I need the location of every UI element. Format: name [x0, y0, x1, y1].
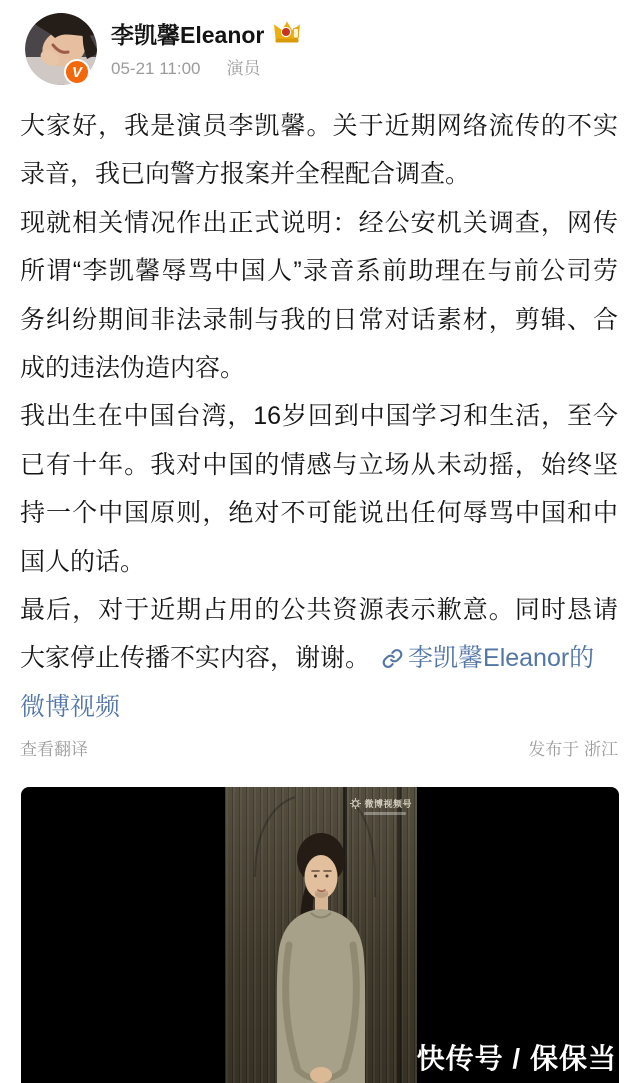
- watermark-text: 微博视频号: [364, 799, 412, 809]
- post-text-line: 所谓“李凯馨辱骂中国人”录音系前助理在与前公司劳: [20, 257, 618, 286]
- header-texts: [111, 13, 301, 85]
- video-credit-overlay: 快传号 / 保保当: [416, 1043, 617, 1074]
- post-text-line: 成的违法伪造内容。: [20, 353, 246, 382]
- verified-v-badge: V: [64, 59, 90, 85]
- video-link-text: 李凯馨Eleanor的: [408, 644, 595, 673]
- post-text-line: 最后，对于近期占用的公共资源表示歉意。同时恳请: [20, 595, 618, 624]
- post-header: [25, 13, 301, 85]
- post-text: [20, 102, 618, 731]
- watermark-subline: [364, 812, 406, 815]
- link-icon: [382, 647, 403, 675]
- post-text-line: 持一个中国原则，绝对不可能说出任何辱骂中国和中: [20, 499, 618, 528]
- post-meta: [111, 57, 301, 81]
- vip-crown-icon: [273, 20, 301, 50]
- post-text-line: 国人的话。: [20, 547, 146, 576]
- avatar[interactable]: [25, 13, 97, 85]
- post-text-line: [20, 634, 618, 682]
- post-text-line: 务纠纷期间非法录制与我的日常对话素材，剪辑、合: [20, 305, 618, 334]
- post-text-line: 我出生在中国台湾，16岁回到中国学习和生活，至今: [20, 402, 618, 431]
- post-text-line: 录音，我已向警方报案并全程配合调查。: [20, 160, 471, 189]
- role-tag: 演员: [226, 59, 261, 78]
- video-link[interactable]: [370, 644, 594, 672]
- post-text-line: 现就相关情况作出正式说明：经公安机关调查，网传: [20, 208, 618, 237]
- post-date: 05-21 11:00: [111, 59, 201, 78]
- post-text-line: 大家好，我是演员李凯馨。关于近期网络流传的不实: [20, 112, 618, 140]
- video-link-line2[interactable]: [20, 693, 120, 721]
- video-link-text: 微博视频: [20, 692, 121, 721]
- username[interactable]: 李凯馨Eleanor: [111, 21, 265, 48]
- post-text-fragment: 大家停止传播不实内容，谢谢。: [20, 644, 371, 673]
- video-frame: [225, 787, 417, 1083]
- person-in-video: [225, 787, 417, 1083]
- video-watermark: [350, 797, 412, 815]
- video-thumbnail[interactable]: [21, 787, 619, 1083]
- weibo-video-logo-icon: [350, 798, 361, 809]
- publish-location: 发布于 浙江: [528, 740, 618, 759]
- view-translation-link[interactable]: 查看翻译: [20, 740, 88, 759]
- post-footer-row: [20, 737, 618, 763]
- post-text-line: 已有十年。我对中国的情感与立场从未动摇，始终坚: [20, 450, 618, 479]
